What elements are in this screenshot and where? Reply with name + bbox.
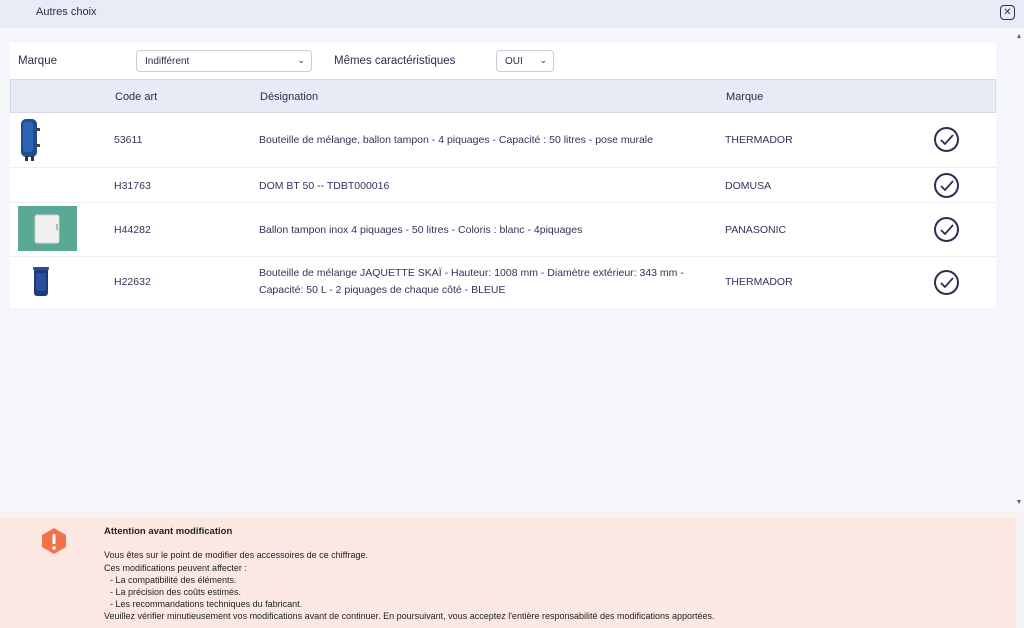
scroll-down-icon[interactable]: ▼ [1015,499,1023,506]
check-icon [940,277,954,289]
table-row [10,168,996,203]
header-brand: Marque [726,91,764,103]
row-brand: THERMADOR [725,134,793,146]
row-code: H31763 [114,180,151,192]
brand-select-value: Indifférent [145,56,190,67]
chevron-down-icon: ⌄ [297,55,305,65]
dialog-content [0,28,1014,512]
warning-text: Ces modifications peuvent affecter : [104,563,247,573]
product-image [32,266,50,298]
dialog-title: Autres choix [36,6,97,18]
filters-bar [10,43,996,79]
warning-text: Vous êtes sur le point de modifier des accessoires de ce chiffrage. [104,550,368,560]
row-designation-line2: Capacité: 50 L - 2 piquages de chaque côté - BLEUE [259,284,506,296]
exclamation-icon [41,527,67,555]
scrollbar[interactable] [1014,28,1024,512]
warning-text: Veuillez vérifier minutieusement vos modifications avant de continuer. En poursuivant, vous acceptez l'entière responsabilité des modifications apportées. [104,611,715,621]
product-image [18,206,77,251]
row-designation: Ballon tampon inox 4 piquages - 50 litres - Coloris : blanc - 4piquages [259,224,583,236]
row-code: H22632 [114,276,151,288]
warning-bullet: - Les recommandations techniques du fabricant. [110,599,303,609]
warning-banner [0,518,1016,628]
header-code: Code art [115,91,158,103]
table-header [10,79,996,113]
check-icon [940,180,954,192]
row-designation-line1: Bouteille de mélange JAQUETTE SKAÏ - Hauteur: 1008 mm - Diamètre extérieur: 343 mm - [259,267,684,279]
close-icon: ✕ [1003,6,1012,18]
same-characteristics-select[interactable] [496,50,554,72]
close-button[interactable] [1000,5,1015,20]
check-icon [940,224,954,236]
row-brand: THERMADOR [725,276,793,288]
warning-area [0,512,1024,628]
table-row [10,257,996,308]
check-icon [940,134,954,146]
same-characteristics-value: OUI [505,56,523,67]
warning-bullet: - La compatibilité des éléments. [110,575,237,585]
select-row-button[interactable] [934,127,959,152]
brand-filter-label: Marque [18,55,57,67]
row-brand: DOMUSA [725,180,772,192]
row-brand: PANASONIC [725,224,787,236]
same-characteristics-label: Mêmes caractéristiques [334,55,456,67]
results-panel [10,43,996,308]
scroll-up-icon[interactable]: ▲ [1015,33,1023,40]
header-designation: Désignation [260,91,319,103]
row-designation: Bouteille de mélange, ballon tampon - 4 piquages - Capacité : 50 litres - pose murale [259,134,653,146]
warning-bullet: - La précision des coûts estimés. [110,587,242,597]
table-row [10,113,996,168]
row-designation: DOM BT 50 -- TDBT000016 [259,180,390,192]
table-row [10,203,996,257]
select-row-button[interactable] [934,217,959,242]
warning-title: Attention avant modification [104,526,233,537]
row-code: 53611 [114,134,143,146]
brand-select[interactable] [136,50,312,72]
select-row-button[interactable] [934,270,959,295]
chevron-down-icon: ⌄ [539,55,547,65]
product-image [18,118,42,162]
row-code: H44282 [114,224,151,236]
dialog-titlebar [0,0,1024,28]
select-row-button[interactable] [934,173,959,198]
